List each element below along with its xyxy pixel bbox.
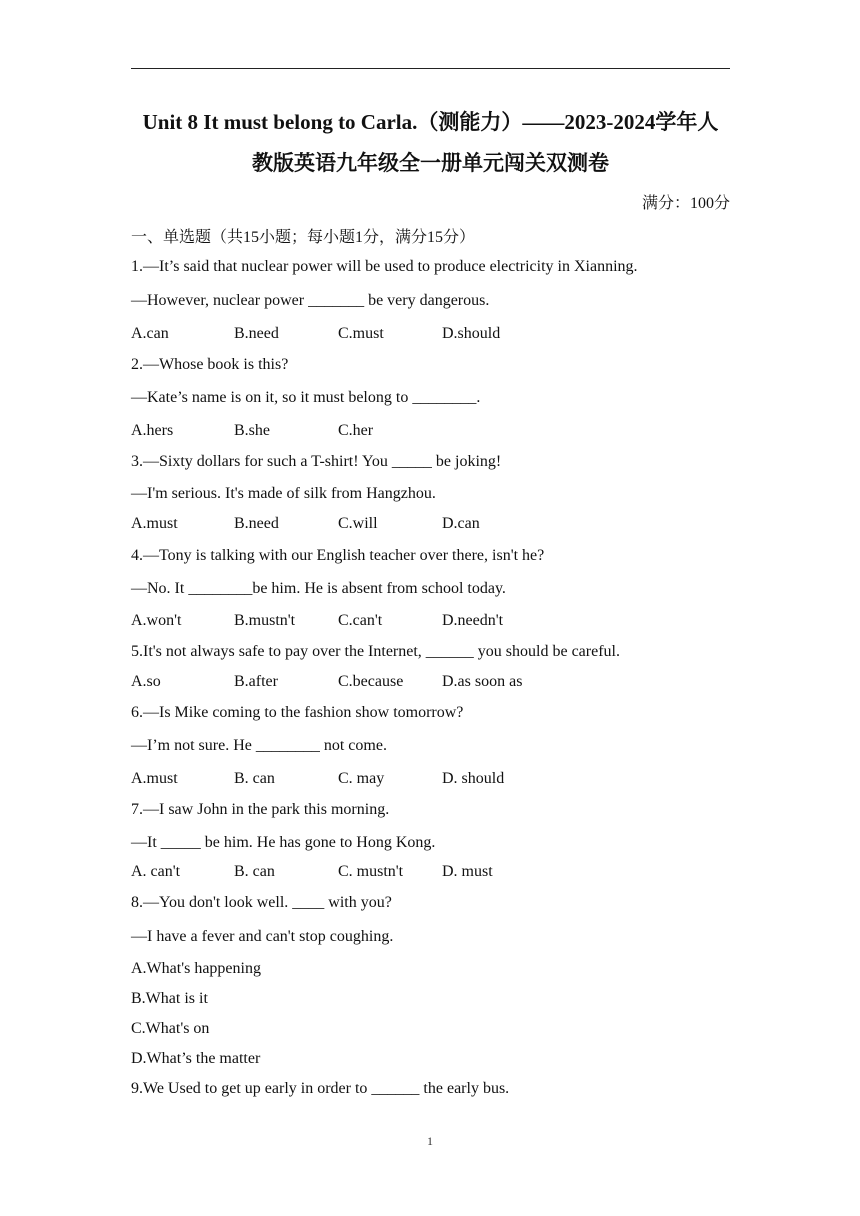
option-c: C.will xyxy=(338,515,378,532)
option-b: B.after xyxy=(234,673,278,690)
option-a: A.won't xyxy=(131,612,182,629)
option-a: A.so xyxy=(131,673,161,690)
option-c: C. mustn't xyxy=(338,863,404,880)
question-6-reply: —I’m not sure. He ________ not come. xyxy=(131,737,387,754)
question-1-stem: 1.—It’s said that nuclear power will be used to produce electricity in Xianning. xyxy=(131,258,638,275)
option-a: A.must xyxy=(131,770,178,787)
question-7-reply: —It _____ be him. He has gone to Hong Kong. xyxy=(131,834,436,851)
question-3-reply: —I'm serious. It's made of silk from Hangzhou. xyxy=(131,485,436,502)
question-9-stem: 9.We Used to get up early in order to ______ the early bus. xyxy=(131,1080,510,1097)
option-a: A.must xyxy=(131,515,178,532)
option-d: D. should xyxy=(442,770,505,787)
option-d: D.needn't xyxy=(442,612,504,629)
question-8-option-b: B.What is it xyxy=(131,990,208,1007)
option-b: B.need xyxy=(234,515,279,532)
option-c: C.can't xyxy=(338,612,383,629)
option-b: B. can xyxy=(234,770,275,787)
question-8-stem: 8.—You don't look well. ____ with you? xyxy=(131,894,392,911)
option-b: B.need xyxy=(234,325,279,342)
question-8-option-c: C.What's on xyxy=(131,1020,210,1037)
question-8-option-a: A.What's happening xyxy=(131,960,261,977)
question-4-stem: 4.—Tony is talking with our English teacher over there, isn't he? xyxy=(131,547,545,564)
question-5-stem: 5.It's not always safe to pay over the Internet, ______ you should be careful. xyxy=(131,643,620,660)
option-b: B.she xyxy=(234,422,270,439)
question-3-stem: 3.—Sixty dollars for such a T-shirt! You _____ be joking! xyxy=(131,453,502,470)
option-b: B.mustn't xyxy=(234,612,296,629)
question-8-reply: —I have a fever and can't stop coughing. xyxy=(131,928,394,945)
question-2-stem: 2.—Whose book is this? xyxy=(131,356,289,373)
page-number: 1 xyxy=(427,1134,433,1148)
option-c: C. may xyxy=(338,770,385,787)
option-c: C.her xyxy=(338,422,374,439)
header-rule xyxy=(131,68,730,69)
total-score: 满分：100分 xyxy=(641,195,730,212)
option-a: A. can't xyxy=(131,863,181,880)
document-title-line-2: 教版英语九年级全一册单元闯关双测卷 xyxy=(252,151,609,175)
question-7-stem: 7.—I saw John in the park this morning. xyxy=(131,801,390,818)
option-d: D.should xyxy=(442,325,501,342)
option-d: D. must xyxy=(442,863,493,880)
option-a: A.hers xyxy=(131,422,174,439)
option-c: C.because xyxy=(338,673,404,690)
option-c: C.must xyxy=(338,325,384,342)
section-heading: 一、单选题（共15小题；每小题1分，满分15分） xyxy=(131,229,476,246)
option-b: B. can xyxy=(234,863,275,880)
option-d: D.as soon as xyxy=(442,673,523,690)
question-8-option-d: D.What’s the matter xyxy=(131,1050,261,1067)
question-6-stem: 6.—Is Mike coming to the fashion show tomorrow? xyxy=(131,704,464,721)
question-1-reply: —However, nuclear power _______ be very dangerous. xyxy=(131,292,490,309)
question-2-reply: —Kate’s name is on it, so it must belong to ________. xyxy=(131,389,481,406)
option-d: D.can xyxy=(442,515,480,532)
question-4-reply: —No. It ________be him. He is absent from school today. xyxy=(131,580,506,597)
option-a: A.can xyxy=(131,325,169,342)
document-title-line-1: Unit 8 It must belong to Carla.（测能力）——2023-2024学年人 xyxy=(142,110,719,134)
